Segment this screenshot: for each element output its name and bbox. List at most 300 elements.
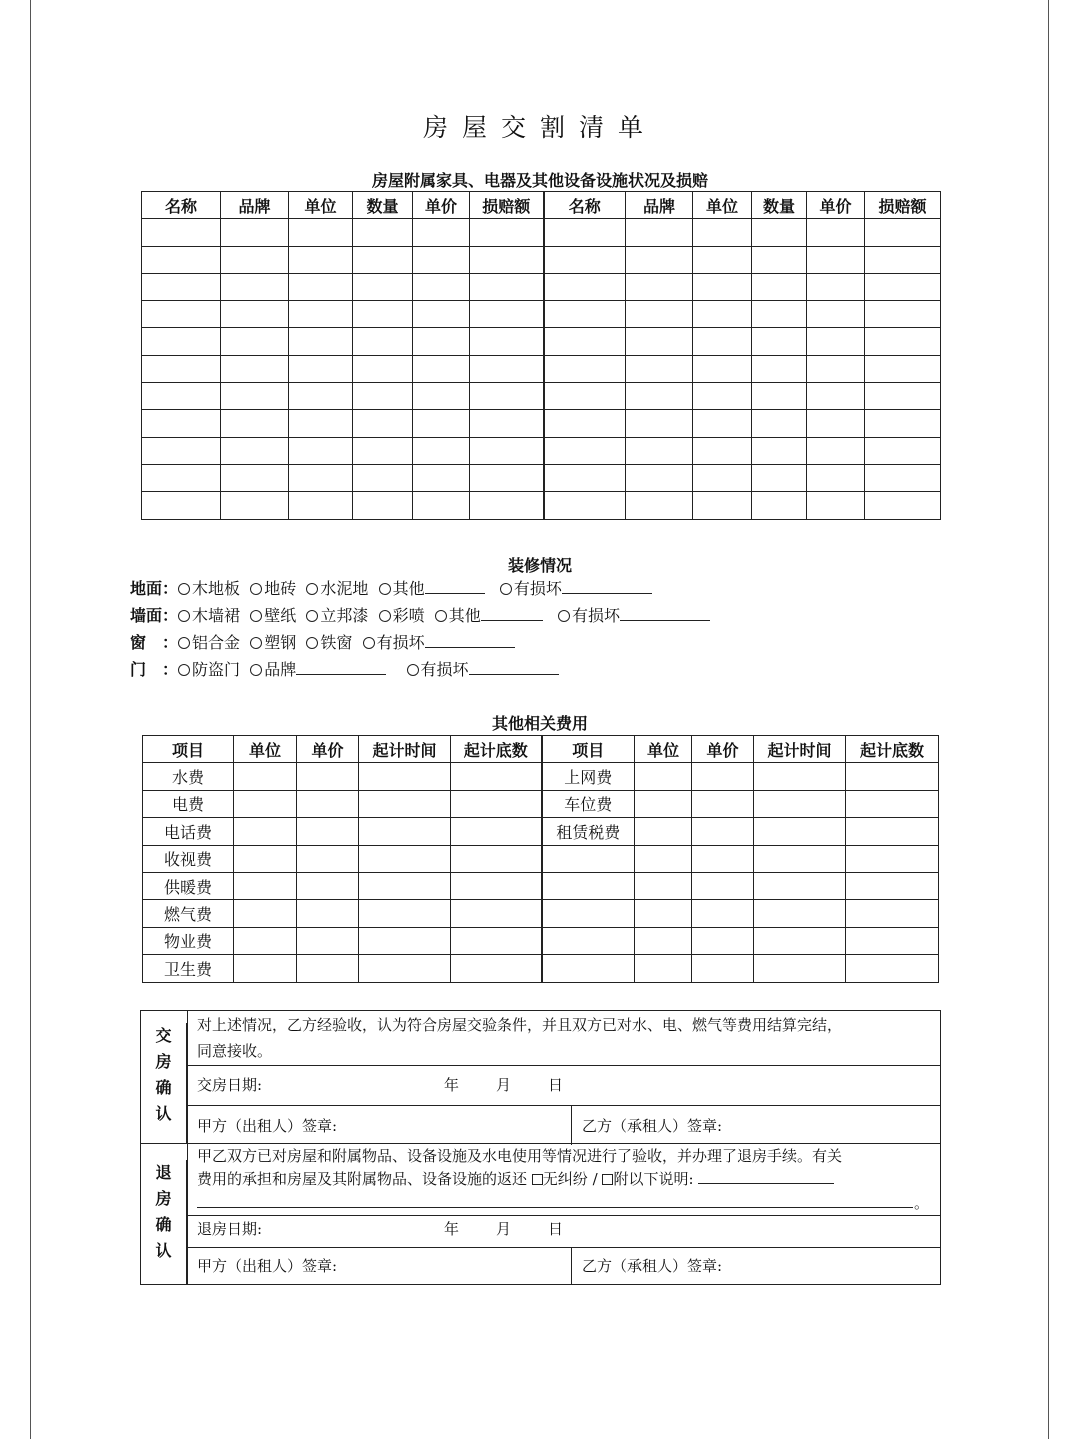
table-cell[interactable] xyxy=(470,492,544,519)
table-cell[interactable] xyxy=(865,219,941,246)
table-cell[interactable] xyxy=(234,927,297,954)
option-label: 木墙裙 xyxy=(192,606,241,625)
table-cell[interactable] xyxy=(752,273,807,300)
table-cell[interactable] xyxy=(470,219,544,246)
fee-item-label: 供暖费 xyxy=(143,872,234,899)
table-cell[interactable] xyxy=(413,492,470,519)
table-cell[interactable] xyxy=(234,872,297,899)
table-cell[interactable] xyxy=(451,763,542,790)
furniture-header-cell: 单位 xyxy=(289,192,353,219)
table-cell[interactable] xyxy=(289,301,353,328)
blank-line[interactable] xyxy=(425,579,485,594)
table-cell[interactable] xyxy=(359,845,451,872)
table-cell[interactable] xyxy=(752,410,807,437)
notes-blank[interactable] xyxy=(698,1169,834,1184)
checkout-box xyxy=(140,1143,941,1285)
table-cell[interactable] xyxy=(754,872,846,899)
table-cell[interactable] xyxy=(297,872,359,899)
window-label: 窗 ： xyxy=(130,633,179,652)
table-cell[interactable] xyxy=(752,219,807,246)
table-cell[interactable] xyxy=(359,790,451,817)
table-cell[interactable] xyxy=(865,464,941,491)
table-row xyxy=(142,219,941,246)
table-cell[interactable] xyxy=(451,927,542,954)
table-cell[interactable] xyxy=(470,355,544,382)
table-cell[interactable] xyxy=(470,410,544,437)
table-cell[interactable] xyxy=(289,273,353,300)
table-cell[interactable] xyxy=(234,790,297,817)
table-cell[interactable] xyxy=(221,492,289,519)
table-cell[interactable] xyxy=(353,383,413,410)
table-cell[interactable] xyxy=(451,900,542,927)
furniture-header-cell: 单价 xyxy=(413,192,470,219)
table-cell[interactable] xyxy=(142,355,221,382)
table-cell[interactable] xyxy=(544,437,626,464)
table-cell[interactable] xyxy=(289,410,353,437)
table-cell[interactable] xyxy=(807,355,865,382)
period-mark: 。 xyxy=(914,1194,930,1212)
table-cell[interactable] xyxy=(353,355,413,382)
table-cell[interactable] xyxy=(754,763,846,790)
table-cell[interactable] xyxy=(451,955,542,982)
option-label: 其他 xyxy=(392,579,425,598)
table-cell[interactable] xyxy=(413,328,470,355)
table-cell[interactable] xyxy=(807,219,865,246)
decoration-caption: 装修情况 xyxy=(507,556,572,575)
checkout-date-label: 退房日期: xyxy=(197,1220,263,1238)
table-cell[interactable] xyxy=(353,464,413,491)
table-cell[interactable] xyxy=(221,437,289,464)
table-cell[interactable] xyxy=(353,301,413,328)
table-cell[interactable] xyxy=(470,383,544,410)
fee-item-label: 物业费 xyxy=(143,927,234,954)
table-cell[interactable] xyxy=(289,383,353,410)
table-cell[interactable] xyxy=(693,273,752,300)
table-cell[interactable] xyxy=(692,900,754,927)
table-cell[interactable] xyxy=(470,301,544,328)
table-cell[interactable] xyxy=(754,955,846,982)
table-cell[interactable] xyxy=(693,437,752,464)
table-cell[interactable] xyxy=(807,301,865,328)
table-cell[interactable] xyxy=(846,790,939,817)
table-cell[interactable] xyxy=(470,464,544,491)
table-cell[interactable] xyxy=(297,927,359,954)
table-row xyxy=(142,410,941,437)
checkout-month: 月 xyxy=(496,1220,512,1238)
separator: / xyxy=(592,1170,598,1188)
table-cell[interactable] xyxy=(359,818,451,845)
table-cell[interactable] xyxy=(234,900,297,927)
table-cell[interactable] xyxy=(752,328,807,355)
radio-icon[interactable] xyxy=(558,610,570,622)
table-cell[interactable] xyxy=(470,437,544,464)
table-cell[interactable] xyxy=(846,927,939,954)
table-cell[interactable] xyxy=(752,437,807,464)
table-cell[interactable] xyxy=(413,437,470,464)
table-cell[interactable] xyxy=(289,492,353,519)
table-cell[interactable] xyxy=(692,790,754,817)
table-cell[interactable] xyxy=(221,273,289,300)
table-cell[interactable] xyxy=(142,301,221,328)
radio-icon[interactable] xyxy=(178,610,190,622)
table-cell[interactable] xyxy=(846,955,939,982)
table-cell[interactable] xyxy=(626,219,693,246)
table-row xyxy=(142,355,941,382)
table-cell[interactable] xyxy=(865,246,941,273)
table-cell[interactable] xyxy=(544,219,626,246)
divider xyxy=(187,1247,940,1248)
table-cell[interactable] xyxy=(221,219,289,246)
handover-party-a: 甲方（出租人）签章: xyxy=(197,1117,338,1135)
handover-label-char: 交 xyxy=(155,1026,172,1045)
table-cell[interactable] xyxy=(846,763,939,790)
checkout-label-char: 认 xyxy=(155,1241,172,1260)
table-cell[interactable] xyxy=(626,464,693,491)
table-cell[interactable] xyxy=(221,355,289,382)
table-cell[interactable] xyxy=(413,410,470,437)
checkbox-icon[interactable] xyxy=(532,1174,543,1185)
furniture-table xyxy=(141,191,941,520)
table-cell[interactable] xyxy=(470,273,544,300)
radio-icon[interactable] xyxy=(363,637,375,649)
radio-icon[interactable] xyxy=(379,583,391,595)
table-cell[interactable] xyxy=(865,301,941,328)
table-cell[interactable] xyxy=(470,246,544,273)
table-cell[interactable] xyxy=(289,464,353,491)
table-cell[interactable] xyxy=(752,383,807,410)
table-cell[interactable] xyxy=(353,492,413,519)
table-row xyxy=(142,246,941,273)
handover-text-line1: 对上述情况，乙方经验收，认为符合房屋交验条件，并且双方已对水、电、燃气等费用结算完结， xyxy=(197,1016,843,1034)
no-dispute-label: 无纠纷 xyxy=(542,1170,588,1188)
table-cell[interactable] xyxy=(359,872,451,899)
table-cell[interactable] xyxy=(221,464,289,491)
door-label: 门 ： xyxy=(130,660,179,679)
wall-label: 墙面： xyxy=(130,606,179,625)
table-cell[interactable] xyxy=(752,492,807,519)
fee-item-label xyxy=(542,872,635,899)
floor-label: 地面： xyxy=(130,579,179,598)
table-cell[interactable] xyxy=(846,818,939,845)
radio-icon[interactable] xyxy=(250,637,262,649)
table-cell[interactable] xyxy=(635,763,692,790)
table-cell[interactable] xyxy=(693,492,752,519)
blank-line[interactable] xyxy=(296,660,386,675)
table-cell[interactable] xyxy=(754,900,846,927)
fee-item-label xyxy=(542,955,635,982)
option-label: 铁窗 xyxy=(320,633,353,652)
table-cell[interactable] xyxy=(846,900,939,927)
table-cell[interactable] xyxy=(846,872,939,899)
table-cell[interactable] xyxy=(692,763,754,790)
damaged-label: 有损坏 xyxy=(513,579,562,598)
table-cell[interactable] xyxy=(693,219,752,246)
checkout-label-char: 退 xyxy=(155,1163,172,1182)
table-cell[interactable] xyxy=(754,818,846,845)
radio-icon[interactable] xyxy=(379,610,391,622)
handover-label xyxy=(141,1023,187,1144)
table-cell[interactable] xyxy=(359,763,451,790)
notes-blank-line[interactable] xyxy=(197,1207,913,1208)
table-cell[interactable] xyxy=(451,818,542,845)
table-cell[interactable] xyxy=(142,410,221,437)
table-cell[interactable] xyxy=(413,273,470,300)
table-cell[interactable] xyxy=(142,246,221,273)
handover-date-label: 交房日期: xyxy=(197,1076,263,1094)
radio-icon[interactable] xyxy=(407,664,419,676)
table-cell[interactable] xyxy=(359,927,451,954)
checkout-party-b: 乙方（承租人）签章: xyxy=(582,1257,723,1275)
table-cell[interactable] xyxy=(544,246,626,273)
table-cell[interactable] xyxy=(865,492,941,519)
table-cell[interactable] xyxy=(544,492,626,519)
table-cell[interactable] xyxy=(221,246,289,273)
handover-label-char: 确 xyxy=(155,1078,172,1097)
table-cell[interactable] xyxy=(692,845,754,872)
option-label: 防盗门 xyxy=(192,660,241,679)
table-cell[interactable] xyxy=(289,246,353,273)
divider xyxy=(571,1105,572,1145)
furniture-header-row xyxy=(142,192,941,219)
table-cell[interactable] xyxy=(221,301,289,328)
furniture-header-cell: 品牌 xyxy=(221,192,289,219)
furniture-header-cell: 单位 xyxy=(693,192,752,219)
table-cell[interactable] xyxy=(807,328,865,355)
table-cell[interactable] xyxy=(353,246,413,273)
table-cell[interactable] xyxy=(635,818,692,845)
table-cell[interactable] xyxy=(289,328,353,355)
table-cell[interactable] xyxy=(754,927,846,954)
table-cell[interactable] xyxy=(626,410,693,437)
fee-item-label xyxy=(542,927,635,954)
table-cell[interactable] xyxy=(544,301,626,328)
table-cell[interactable] xyxy=(142,328,221,355)
checkout-label-char: 房 xyxy=(155,1189,172,1208)
handover-day: 日 xyxy=(548,1076,564,1094)
option-label: 水泥地 xyxy=(320,579,369,598)
fees-header-cell: 单价 xyxy=(692,736,754,763)
table-cell[interactable] xyxy=(359,955,451,982)
furniture-header-cell: 数量 xyxy=(353,192,413,219)
table-cell[interactable] xyxy=(221,410,289,437)
table-cell[interactable] xyxy=(234,818,297,845)
table-cell[interactable] xyxy=(142,437,221,464)
table-cell[interactable] xyxy=(142,383,221,410)
table-cell[interactable] xyxy=(626,328,693,355)
table-cell[interactable] xyxy=(752,246,807,273)
radio-icon[interactable] xyxy=(435,610,447,622)
fee-item-label: 收视费 xyxy=(143,845,234,872)
table-cell[interactable] xyxy=(626,273,693,300)
table-row xyxy=(142,328,941,355)
table-cell[interactable] xyxy=(807,273,865,300)
blank-line[interactable] xyxy=(481,606,543,621)
table-cell[interactable] xyxy=(289,355,353,382)
blank-line[interactable] xyxy=(562,579,652,594)
table-cell[interactable] xyxy=(413,301,470,328)
table-cell[interactable] xyxy=(470,328,544,355)
table-cell[interactable] xyxy=(359,900,451,927)
table-cell[interactable] xyxy=(693,301,752,328)
table-cell[interactable] xyxy=(413,383,470,410)
furniture-header-cell: 单价 xyxy=(807,192,865,219)
table-cell[interactable] xyxy=(142,273,221,300)
table-cell[interactable] xyxy=(234,763,297,790)
table-cell[interactable] xyxy=(693,355,752,382)
furniture-header-cell: 数量 xyxy=(752,192,807,219)
table-cell[interactable] xyxy=(635,900,692,927)
table-cell[interactable] xyxy=(451,845,542,872)
divider xyxy=(187,1011,188,1145)
blank-line[interactable] xyxy=(469,660,559,675)
table-row xyxy=(143,900,939,927)
table-cell[interactable] xyxy=(451,790,542,817)
table-cell[interactable] xyxy=(353,437,413,464)
table-cell[interactable] xyxy=(626,355,693,382)
radio-icon[interactable] xyxy=(500,583,512,595)
radio-icon[interactable] xyxy=(306,610,318,622)
table-cell[interactable] xyxy=(297,845,359,872)
table-cell[interactable] xyxy=(693,246,752,273)
table-row xyxy=(142,464,941,491)
radio-icon[interactable] xyxy=(306,637,318,649)
table-cell[interactable] xyxy=(626,301,693,328)
table-cell[interactable] xyxy=(865,328,941,355)
table-cell[interactable] xyxy=(221,383,289,410)
table-cell[interactable] xyxy=(626,246,693,273)
option-label: 木地板 xyxy=(192,579,241,598)
table-cell[interactable] xyxy=(692,872,754,899)
table-cell[interactable] xyxy=(865,383,941,410)
table-cell[interactable] xyxy=(692,818,754,845)
table-row xyxy=(143,872,939,899)
damaged-label: 有损坏 xyxy=(376,633,425,652)
option-label: 立邦漆 xyxy=(320,606,369,625)
table-cell[interactable] xyxy=(297,763,359,790)
table-cell[interactable] xyxy=(754,845,846,872)
table-cell[interactable] xyxy=(626,492,693,519)
table-cell[interactable] xyxy=(693,464,752,491)
table-cell[interactable] xyxy=(544,273,626,300)
table-cell[interactable] xyxy=(451,872,542,899)
table-row xyxy=(143,790,939,817)
table-cell[interactable] xyxy=(221,328,289,355)
table-cell[interactable] xyxy=(693,328,752,355)
table-cell[interactable] xyxy=(142,219,221,246)
table-cell[interactable] xyxy=(752,301,807,328)
table-cell[interactable] xyxy=(297,790,359,817)
table-cell[interactable] xyxy=(754,790,846,817)
divider xyxy=(187,1105,940,1106)
table-cell[interactable] xyxy=(865,410,941,437)
table-cell[interactable] xyxy=(353,273,413,300)
table-cell[interactable] xyxy=(692,955,754,982)
checkbox-icon[interactable] xyxy=(602,1174,613,1185)
option-label: 其他 xyxy=(448,606,481,625)
table-cell[interactable] xyxy=(865,355,941,382)
table-cell[interactable] xyxy=(626,383,693,410)
table-cell[interactable] xyxy=(413,219,470,246)
table-cell[interactable] xyxy=(626,437,693,464)
checkout-day: 日 xyxy=(548,1220,564,1238)
blank-line[interactable] xyxy=(425,633,515,648)
table-cell[interactable] xyxy=(752,355,807,382)
table-cell[interactable] xyxy=(752,464,807,491)
floor-row xyxy=(130,579,652,599)
table-cell[interactable] xyxy=(544,410,626,437)
table-cell[interactable] xyxy=(234,845,297,872)
table-cell[interactable] xyxy=(635,955,692,982)
table-cell[interactable] xyxy=(807,437,865,464)
table-row xyxy=(142,273,941,300)
table-cell[interactable] xyxy=(413,246,470,273)
table-cell[interactable] xyxy=(297,818,359,845)
table-cell[interactable] xyxy=(635,845,692,872)
table-cell[interactable] xyxy=(807,410,865,437)
blank-line[interactable] xyxy=(620,606,710,621)
handover-box xyxy=(140,1010,941,1144)
table-cell[interactable] xyxy=(544,464,626,491)
table-cell[interactable] xyxy=(297,955,359,982)
option-label: 壁纸 xyxy=(264,606,297,625)
radio-icon[interactable] xyxy=(178,664,190,676)
table-cell[interactable] xyxy=(544,383,626,410)
table-cell[interactable] xyxy=(353,219,413,246)
table-cell[interactable] xyxy=(142,464,221,491)
furniture-header-cell: 损赔额 xyxy=(865,192,941,219)
table-cell[interactable] xyxy=(635,872,692,899)
radio-icon[interactable] xyxy=(250,664,262,676)
radio-icon[interactable] xyxy=(250,610,262,622)
radio-icon[interactable] xyxy=(250,583,262,595)
table-cell[interactable] xyxy=(807,492,865,519)
table-cell[interactable] xyxy=(807,464,865,491)
table-cell[interactable] xyxy=(353,328,413,355)
table-cell[interactable] xyxy=(413,355,470,382)
fees-header-row xyxy=(143,736,939,763)
table-cell[interactable] xyxy=(289,437,353,464)
table-cell[interactable] xyxy=(413,464,470,491)
table-cell[interactable] xyxy=(693,410,752,437)
table-cell[interactable] xyxy=(297,900,359,927)
table-cell[interactable] xyxy=(865,437,941,464)
checkout-party-a: 甲方（出租人）签章: xyxy=(197,1257,338,1275)
option-label: 塑钢 xyxy=(264,633,297,652)
option-label: 铝合金 xyxy=(192,633,241,652)
table-cell[interactable] xyxy=(693,383,752,410)
radio-icon[interactable] xyxy=(306,583,318,595)
table-cell[interactable] xyxy=(865,273,941,300)
table-cell[interactable] xyxy=(635,790,692,817)
wall-row xyxy=(130,606,710,626)
table-cell[interactable] xyxy=(289,219,353,246)
radio-icon[interactable] xyxy=(178,637,190,649)
table-cell[interactable] xyxy=(807,383,865,410)
table-cell[interactable] xyxy=(807,246,865,273)
table-cell[interactable] xyxy=(692,927,754,954)
table-cell[interactable] xyxy=(846,845,939,872)
radio-icon[interactable] xyxy=(178,583,190,595)
option-label: 品牌 xyxy=(264,660,297,679)
table-cell[interactable] xyxy=(234,955,297,982)
table-cell[interactable] xyxy=(142,492,221,519)
fee-item-label: 水费 xyxy=(143,763,234,790)
table-cell[interactable] xyxy=(544,355,626,382)
table-cell[interactable] xyxy=(544,328,626,355)
table-cell[interactable] xyxy=(353,410,413,437)
fees-header-cell: 起计底数 xyxy=(451,736,542,763)
table-cell[interactable] xyxy=(635,927,692,954)
